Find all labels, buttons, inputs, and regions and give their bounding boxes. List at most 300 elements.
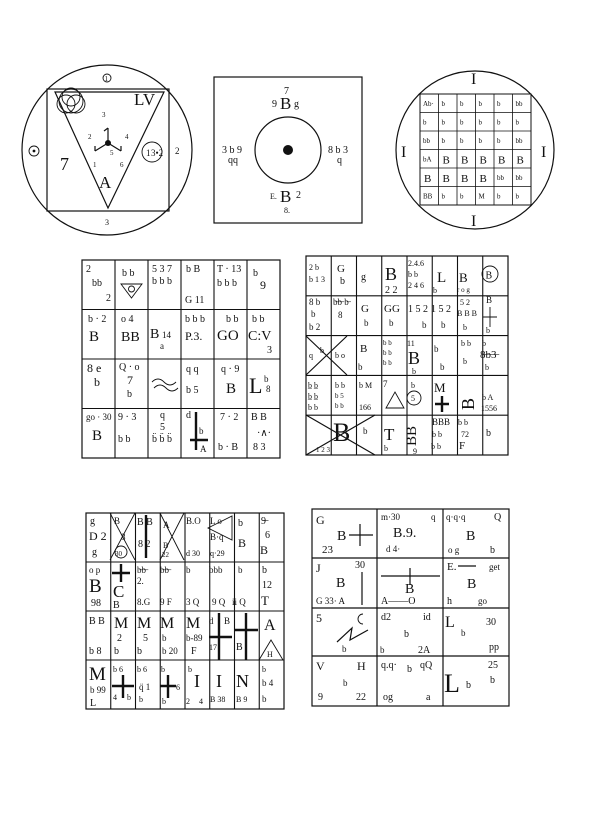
seal-three-cell: B	[479, 154, 487, 167]
g4-r3c1b: b	[342, 644, 347, 654]
grid-one	[82, 260, 280, 458]
g3-r4c8b: b 4	[262, 678, 274, 688]
g2-r3c1c: b o	[335, 351, 345, 360]
seal-three-cell: b	[478, 118, 482, 127]
g3-r2c7: b	[238, 565, 243, 575]
g3-r3c2c: b	[114, 646, 119, 657]
g1-r1c2: b b	[122, 268, 135, 279]
seal-two-b2: B	[280, 187, 292, 206]
g4-r1c3d: o g	[448, 545, 460, 555]
bottom-mark: 3	[105, 218, 109, 227]
g4-r4c2e: a	[426, 692, 431, 703]
g3-r4c5c: 2	[186, 697, 190, 706]
g2-r1c2b: b	[340, 276, 345, 287]
g2-r4c7: B	[458, 397, 478, 410]
g2-r5c6: BBB	[432, 417, 451, 427]
g2-r2c8: B	[486, 295, 493, 305]
g2-r4c5: 5	[411, 394, 415, 403]
g2-r3c6b: b	[440, 362, 445, 372]
g1-r4c6c: 8 3	[253, 442, 266, 453]
g4-r2c1b: 30	[355, 560, 365, 571]
seal-three-cell: b	[441, 100, 445, 108]
seal-three-cell: B	[442, 173, 450, 185]
g3-r2c4: b̶b̶	[160, 565, 169, 575]
seal-two-top7: 7	[284, 86, 289, 97]
g3-r2c6: bbb	[209, 565, 223, 575]
g4-r4c1b: H	[357, 659, 366, 673]
g4-r2c1c: B	[336, 576, 346, 591]
g1-r1c4: b B	[186, 264, 201, 275]
g3-r2c8b: 12	[262, 580, 272, 591]
seal-two-left1: 3 b 9	[222, 145, 242, 156]
small-circle-text: 1	[146, 148, 151, 158]
seal-three-cell: bb	[515, 100, 523, 108]
g3-r2c6b: 9 Q	[212, 597, 226, 607]
g4-r3c3b: b	[461, 628, 466, 638]
g1-r4c4: d	[186, 410, 191, 421]
g3-r1c1b: D 2	[89, 529, 107, 543]
seal-three-cell: bb	[515, 174, 523, 182]
g2-r1c8: B	[485, 270, 493, 282]
g3-r3c6b: 17	[209, 643, 217, 652]
seal-three-cell: b	[478, 137, 482, 145]
seal-three-cell: b	[460, 100, 464, 108]
seal-three-cell: b	[460, 118, 464, 127]
g3-r3c3: M	[137, 615, 152, 632]
center-dot-icon	[283, 145, 293, 155]
g3-r3c7: B	[236, 642, 243, 653]
g3-r1c2b: 8	[121, 532, 126, 542]
g3-r4c2: b 6	[113, 665, 123, 674]
seal-three-cell: B	[479, 173, 487, 185]
g3-r2c7b: ii Q	[232, 597, 246, 607]
g4-r2c3d: h	[447, 596, 452, 607]
g2-r1c3: g	[361, 272, 366, 283]
g2-r3c8b: 8̶b̶3̶	[480, 349, 497, 361]
g2-r4c8: b A	[482, 393, 494, 402]
g4-r1c3e: b	[490, 545, 495, 556]
g4-r4c3d: b	[490, 675, 495, 686]
seal-three-i-right: I	[541, 144, 547, 161]
g1-r2c4: b b b	[185, 314, 205, 325]
g2-r5c6c: b b	[431, 442, 441, 451]
g1-r1c4b: G 11	[185, 295, 205, 306]
g1-r3c5: q · 9	[221, 364, 240, 375]
g2-r3c8: b	[482, 339, 486, 348]
n1-label: 1	[93, 161, 97, 169]
g2-r5c5b: 9	[413, 447, 417, 456]
g3-r4c1: M	[89, 664, 106, 685]
g2-r3c7: b b	[461, 339, 471, 348]
g1-r3c1: 8 e	[87, 361, 102, 375]
n4-label: 4	[125, 133, 129, 141]
g2-cross-icon	[435, 396, 449, 412]
lv-label: LV	[134, 90, 156, 109]
g1-r4c5b: b · B	[218, 442, 238, 453]
g4-r2c3c: B	[467, 577, 477, 592]
seal-three-cell: B	[461, 154, 469, 167]
g4-r2c1d: G 33· A	[316, 596, 345, 606]
seal-three-cell: B	[461, 173, 469, 185]
seal-three-cell: b	[515, 192, 519, 201]
g1-r4c1b: B	[92, 428, 103, 444]
seal-three-cell: bb	[423, 137, 430, 145]
g2-r3c8c: b	[485, 363, 489, 372]
g1-triangle-circle-icon	[129, 286, 135, 292]
g3-r1c8b: 6	[265, 530, 270, 541]
g2-r5-big-b: B	[333, 418, 351, 447]
g2-plus-icon	[483, 307, 497, 327]
g3-r1c4b: B	[163, 541, 169, 550]
g3-r2c2: C	[113, 582, 125, 601]
g3-r3c1: B B	[89, 616, 105, 627]
g2-r3c1: b	[320, 346, 324, 355]
seal-three-cell: b	[441, 137, 445, 145]
seal-three-cell: bb	[515, 137, 523, 145]
g2-r4c2: b b	[335, 381, 345, 390]
g3-r3c4: M	[160, 615, 175, 632]
g3-r4-cross-icon-2	[160, 675, 176, 698]
g4-r2c3b: get	[489, 562, 500, 572]
g3-r3c4c: b 20	[162, 646, 178, 656]
g1-r4c1: go · 30	[86, 412, 112, 422]
g4-r3c2b: id	[423, 612, 431, 623]
g3-r1c8: 9̶	[261, 516, 266, 527]
g2-r5c4: T	[384, 425, 395, 444]
seal-two-right2: q	[337, 155, 342, 166]
g3-r1c3b: 8 2	[138, 539, 151, 550]
g1-r2c5: b b	[226, 314, 239, 325]
seal-two-nine: 9	[272, 99, 277, 110]
g1-r1c1c: 2	[106, 293, 111, 304]
g4-r4c3b: b	[466, 680, 471, 691]
g2-r5-123: 1 2 3	[316, 446, 330, 454]
seal-three-cell: b	[515, 118, 519, 127]
g1-r3c1b: b	[94, 375, 100, 389]
g4-r4c3: L	[444, 669, 460, 698]
seal-three-cell: b	[497, 137, 501, 145]
seal-two	[214, 77, 362, 223]
a-label: A	[99, 173, 112, 192]
g1-r3c2b: 7	[127, 373, 133, 387]
g4-r1c3: q·q·q	[446, 512, 466, 522]
g4-r4c2d: og	[383, 692, 393, 703]
g2-r2c6: 1 5 2	[431, 304, 451, 315]
seal-three-i-bottom: I	[471, 213, 477, 230]
grid-two	[306, 256, 508, 456]
g2-r5c5: BB	[404, 425, 420, 446]
g1-r4c3b: 5	[160, 422, 165, 433]
g3-r4c8c: b	[262, 694, 267, 704]
seal-three-i-left: I	[401, 144, 407, 161]
n3-label: 3	[102, 111, 106, 119]
g3-r2c5b: 3 Q	[186, 597, 200, 607]
n2-label: 2	[88, 133, 92, 141]
g2-r3c5c: b	[412, 367, 416, 376]
g4-r3c3d: pp	[489, 642, 499, 653]
g4-cross-icon	[349, 524, 373, 546]
g3-r3c5b: b-89	[186, 633, 203, 643]
n6-label: 6	[120, 161, 124, 169]
seal-one	[22, 65, 192, 235]
g2-r2c5: 1 5 2	[408, 304, 428, 315]
g4-bolt-icon	[337, 628, 368, 642]
g3-r1c6: L o	[210, 516, 222, 526]
g4-r1c2b: q	[431, 512, 436, 522]
g3-r2c5: b	[186, 565, 191, 575]
g2-r1c5b: b b	[408, 270, 418, 279]
g2-r5c7c: F	[459, 440, 466, 452]
g1-r2c5b: GO	[217, 328, 239, 344]
g2-r1c7b: r o g	[457, 286, 470, 294]
seal-three-cell: BB	[423, 192, 433, 201]
g2-r2c5b: b	[422, 320, 427, 330]
g2-r2c1c: b 2	[309, 322, 321, 332]
seal-three	[396, 71, 554, 230]
g1-r4c2b: b b	[118, 434, 131, 445]
g1-r2c1: b · 2	[88, 314, 107, 325]
seal-three-cell: B	[424, 173, 432, 185]
g2-r1c6: L	[437, 270, 447, 286]
g4-r4c2: q.q·	[381, 660, 397, 671]
g1-r4c4b: b	[199, 426, 204, 436]
g4-r4c2c: qQ	[420, 660, 433, 671]
g1-r1c6: b	[253, 268, 258, 279]
g2-r2c2: b̶b̶ b̶	[333, 297, 349, 307]
g2-r2c7b: B B B	[457, 309, 478, 318]
g3-r1c7: b	[238, 518, 243, 529]
g3-r2c3: b̶b̶	[137, 565, 146, 575]
g2-r5c3: b	[363, 426, 368, 436]
g3-r3c3b: 5	[143, 633, 148, 644]
g3-r1c1c: g	[92, 547, 97, 558]
g3-r1c8c: B	[260, 543, 269, 557]
g3-r3c5c: F	[191, 646, 197, 657]
g3-r2c4b: 9 F	[160, 597, 172, 607]
g4-r2c3: E.	[447, 561, 457, 573]
g1-r2c6b: C:V	[248, 329, 272, 344]
g2-r1c1: 2 b	[309, 263, 319, 272]
seal-three-cell: b	[497, 100, 501, 108]
g4-r1c2: m·30	[381, 512, 400, 522]
g2-r2c1: 8 b	[309, 297, 321, 307]
g3-r4c1b: b 99	[90, 685, 106, 695]
g4-r3c3c: 30	[486, 617, 496, 628]
g1-r2c3b: 14	[162, 330, 171, 340]
g1-squiggle-icon	[152, 379, 178, 391]
g3-r2c8: b	[262, 565, 267, 576]
g2-r1c7: B	[459, 270, 468, 285]
g3-r4c4: b	[161, 665, 165, 674]
g4-r1c3c: B	[466, 529, 476, 544]
g2-r2c6b: b	[441, 320, 446, 330]
g1-r3c4: q q	[186, 364, 199, 375]
g4-r4c2b: b	[407, 664, 412, 675]
seal-two-right1: 8 b 3	[328, 145, 348, 156]
g1-r3c2c: b	[127, 389, 132, 400]
g4-r1c1c: 23	[322, 544, 333, 556]
g2-r3c1b: q	[309, 351, 313, 360]
g2-r5c8: b	[486, 428, 491, 439]
seal-three-cell: bb	[497, 174, 504, 182]
g1-r4c6b: ·∧·	[257, 428, 271, 439]
g3-r3c5: M	[186, 615, 201, 632]
g2-r3c5b: B	[408, 348, 421, 368]
g3-r3c6: d	[209, 616, 214, 626]
g3-r1c5: B.O	[186, 516, 201, 526]
g2-r3c3: B	[360, 343, 368, 355]
g2-r4c1: b̲ b̲	[308, 381, 318, 390]
g3-r2c1c: 98	[91, 598, 101, 609]
g1-r1c1: 2	[86, 264, 91, 275]
g1-r3c4b: b 5	[186, 385, 199, 396]
g3-r4c1c: L	[90, 698, 97, 709]
seal-three-cell: B	[442, 154, 450, 167]
g2-r3c4: b b	[383, 339, 392, 347]
g2-r1c5: 2.4.6	[408, 259, 424, 268]
g4-r3c3: L	[445, 614, 455, 631]
g3-r4c6: I	[216, 671, 222, 691]
g2-r4c6: M	[434, 380, 446, 395]
g3-r3c1b: b 8	[89, 646, 102, 657]
g2-r3c6: b	[434, 344, 439, 354]
g3-r3c8: A	[264, 617, 276, 634]
g3-plus-icon	[112, 564, 130, 582]
g1-r3c6: L	[249, 373, 263, 398]
g2-r3c7b: b	[463, 357, 467, 366]
g3-r1c4: A	[163, 520, 170, 530]
g3-r2c3b: 2.	[137, 576, 144, 586]
g2-r2c4: GG	[384, 303, 400, 315]
g1-r3c2: Q · o	[119, 362, 140, 373]
seal-three-cell: bA	[423, 155, 432, 164]
seal-three-cell: b	[441, 192, 445, 201]
g4-r4c3c: 25	[488, 660, 498, 671]
g2-r3c5: 11	[407, 339, 415, 348]
seal-two-big-b: B	[280, 94, 292, 113]
g2-r4c5b: b	[411, 381, 415, 390]
g1-r1c5: T · 13	[217, 264, 242, 275]
right-side-mark: 2	[175, 146, 180, 156]
g3-r4c4c: b	[162, 697, 166, 706]
g1-r1c3: 5 3 7	[152, 264, 172, 275]
g1-r4c5: 7 · 2	[220, 412, 239, 423]
g1-r1c1b: bb	[92, 278, 102, 289]
g2-r4c1b: b̲ b̲	[308, 392, 318, 401]
g3-r1c4c: 22	[162, 551, 169, 559]
g1-r2c2: o 4	[121, 314, 134, 325]
g2-triangle-icon	[386, 392, 404, 408]
g4-r4c1c: b	[343, 678, 348, 688]
g1-r4c3: q	[160, 410, 165, 421]
g3-r4c8: b	[262, 665, 266, 674]
g3-r4c3: b 6	[137, 665, 147, 674]
g3-r4c2b: 4	[113, 693, 117, 702]
g1-r2c6c: 3	[267, 345, 272, 356]
g2-r2c2b: 8	[338, 310, 343, 320]
g1-r1c5b: b b b	[217, 278, 237, 289]
g4-r2c1: J	[316, 561, 321, 575]
g4-r3c2d: b	[380, 645, 385, 655]
g1-r4c6: B B	[251, 412, 267, 423]
g4-r1c1b: B	[337, 529, 347, 544]
seal-three-cell: B	[516, 154, 524, 167]
g1-r2c2b: BB	[121, 330, 140, 345]
seal-three-cell: b	[423, 118, 427, 127]
seven-label: 7	[60, 154, 69, 174]
g2-r5c7: b b	[458, 418, 468, 427]
g4-r1c3b: Q	[494, 512, 502, 523]
g3-r3c2b: 2	[117, 633, 122, 644]
g3-r3c3c: b	[137, 646, 142, 657]
seal-three-cell: b	[478, 100, 482, 108]
g3-r4c5d: 4	[199, 697, 203, 706]
g3-r4c7: N	[236, 671, 249, 691]
seal-two-left2: qq	[228, 155, 238, 166]
g2-r4c3: b M	[359, 381, 373, 390]
g2-r2c7: 5 2	[460, 298, 470, 307]
g2-r1c5c: 2 4 6	[408, 281, 424, 290]
g3-r1c6c: q·29	[210, 549, 225, 558]
g1-r1c3b: b b b	[152, 276, 172, 287]
seal-two-e: E.	[270, 192, 277, 201]
g3-r4c3c: b	[139, 695, 143, 704]
g1-r2c4b: P.3.	[185, 329, 203, 343]
g3-r4c3b: q̈ 1	[139, 682, 151, 692]
seal-three-i-top: I	[471, 71, 477, 88]
small-circle-text-b: 3•2	[151, 148, 164, 158]
g3-r4c2c: b	[127, 693, 131, 702]
g2-r1c6b: b	[433, 286, 437, 295]
g2-r4c8b: 1556	[481, 404, 497, 413]
g3-r1c2: B	[114, 516, 121, 526]
g4-r2c2: B	[405, 582, 415, 597]
g3-r3c6c: B	[224, 616, 231, 626]
g1-r4c2: 9 · 3	[118, 412, 137, 423]
g2-r2c3b: b	[364, 318, 369, 328]
g2-r3c3b: b	[358, 362, 363, 372]
g4-r1c2c: B.9.	[393, 526, 417, 541]
g3-r3c4b: b	[162, 633, 167, 643]
g1-r1c6b: 9	[260, 278, 266, 292]
g2-r3c4b: b b	[383, 349, 392, 357]
g3-r2c3c: 8.G	[137, 597, 151, 607]
g1-r3c5b: B	[226, 381, 237, 397]
g3-r3c8b: H	[267, 650, 273, 659]
grid-four	[312, 509, 509, 706]
g4-r2c3e: go	[478, 596, 487, 606]
seal-three-cell: b	[497, 192, 501, 201]
g4-r3c2: d2	[381, 612, 391, 623]
g2-r1c2: G	[337, 263, 345, 275]
g1-r2c3: B	[150, 327, 160, 342]
g2-r5c4b: b	[384, 444, 388, 453]
g1-r4c3c: b̈ b̈ b̈	[152, 434, 172, 445]
g3-r2c8c: T	[261, 593, 269, 608]
g2-r2c7c: b	[463, 323, 467, 332]
g2-r4c1c: b b	[308, 403, 318, 412]
g4-r3c2c: b	[404, 629, 409, 640]
g3-r1c5b: d 30	[186, 549, 200, 558]
g2-r2c3: G	[361, 303, 369, 315]
g3-r1c6b: B·q	[210, 532, 224, 542]
g3-r1c7b: B	[238, 536, 247, 550]
g3-r2c1: o p	[89, 565, 101, 575]
g3-r2c2b: B	[113, 600, 120, 611]
seal-two-two: 2	[296, 190, 301, 201]
g1-r2c6: b b	[252, 314, 265, 325]
g2-r4c4: 7	[383, 379, 388, 389]
